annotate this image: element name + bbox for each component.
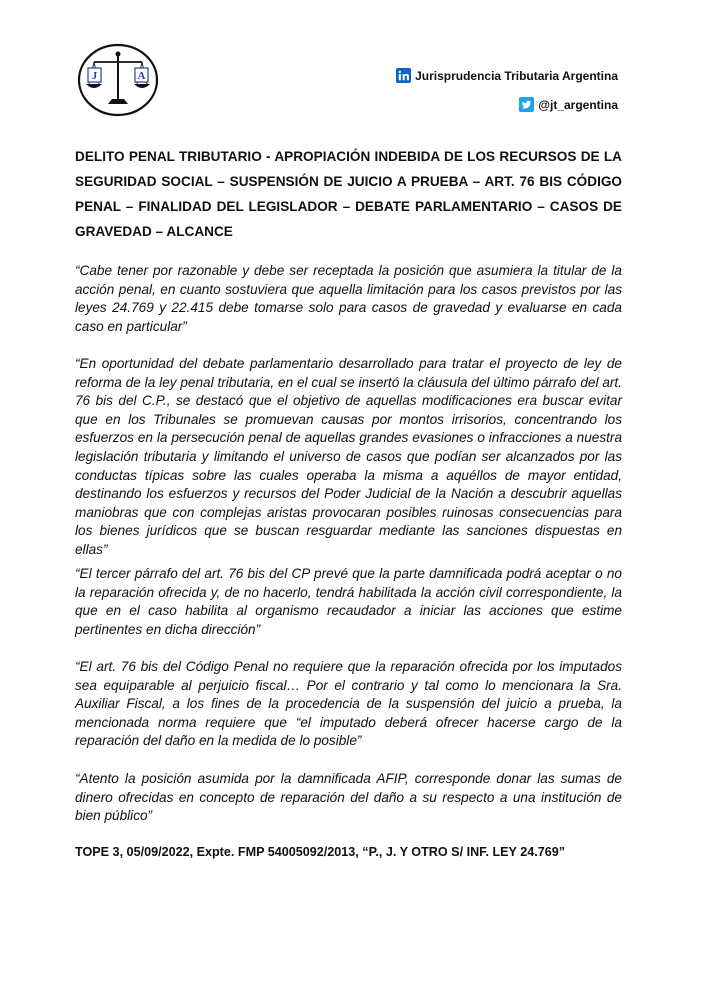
- quote-paragraph: “Atento la posición asumida por la damnificada AFIP, corresponde donar las sumas de dinero ofrecidas en concepto de reparación del daño a su respecto a una institución de bien público”: [75, 771, 622, 824]
- case-citation: TOPE 3, 05/09/2022, Expte. FMP 54005092/2013, “P., J. Y OTRO S/ INF. LEY 24.769”: [75, 845, 566, 859]
- quote-paragraph: “En oportunidad del debate parlamentario desarrollado para tratar el proyecto de ley de reforma de la ley penal tributaria, en el cual se insertó la cláusula del último párrafo del art. 76 bis del C.P., se destacó que el objetivo de aquellas modificaciones era buscar evitar que en los Tribunales se promuevan causas por montos irrisorios, concentrando los esfuerzos en la persecución penal de aquellas grandes evasiones o infracciones a nuestra legislación tributaria y limitando el universo de casos que podían ser alcanzados por las conductas típicas sobre las cuales operaba la misma a aquéllos de mayor entidad, destinando los esfuerzos y recursos del Poder Judicial de la Nación a descubrir aquellas maniobras que con complejas aristas provocaran posibles ruinosas consecuencias para los bienes jurídicos que se buscan resguardar mediante las sanciones dispuestas en ellas”: [75, 356, 622, 557]
- linkedin-label: Jurisprudencia Tributaria Argentina: [415, 68, 618, 83]
- twitter-label: @jt_argentina: [538, 97, 618, 112]
- quote-paragraph: “El art. 76 bis del Código Penal no requiere que la reparación ofrecida por los imputados sea equiparable al perjuicio fiscal… Por el contrario y tal como lo mencionara la Sra. Auxiliar Fiscal, a los fines de la procedencia de la suspensión del juicio a prueba, la mencionada norma requiere que “el imputado deberá ofrecer hacerse cargo de la reparación del daño en la medida de lo posible”: [75, 659, 622, 749]
- twitter-icon: [519, 97, 534, 112]
- twitter-link[interactable]: [519, 97, 618, 112]
- logo-letter-j: J: [91, 70, 98, 82]
- scales-of-justice-icon: [76, 42, 160, 118]
- linkedin-icon: [396, 68, 411, 83]
- linkedin-link[interactable]: [396, 68, 618, 83]
- quote-paragraph: “Cabe tener por razonable y debe ser receptada la posición que asumiera la titular de la acción penal, en cuanto sostuviera que aquella limitación para los casos previstos por las leyes 24.769 y 22.415 debe tomarse solo para casos de gravedad y evaluarse en cada caso en particular”: [75, 263, 622, 334]
- document-title: DELITO PENAL TRIBUTARIO - APROPIACIÓN INDEBIDA DE LOS RECURSOS DE LA SEGURIDAD SOCIAL – SUSPENSIÓN DE JUICIO A PRUEBA – ART. 76 BIS CÓDIGO PENAL – FINALIDAD DEL LEGISLADOR – DEBATE PARLAMENTARIO – CASOS DE GRAVEDAD – ALCANCE: [75, 149, 622, 239]
- quote-paragraph: “El tercer párrafo del art. 76 bis del CP prevé que la parte damnificada podrá aceptar o no la reparación ofrecida y, de no hacerlo, tendrá habilitada la acción civil correspondiente, la que en el caso habilita al organismo recaudador a iniciar las acciones que estime pertinentes en dicha dirección”: [75, 566, 622, 637]
- logo-letter-a: A: [137, 70, 146, 82]
